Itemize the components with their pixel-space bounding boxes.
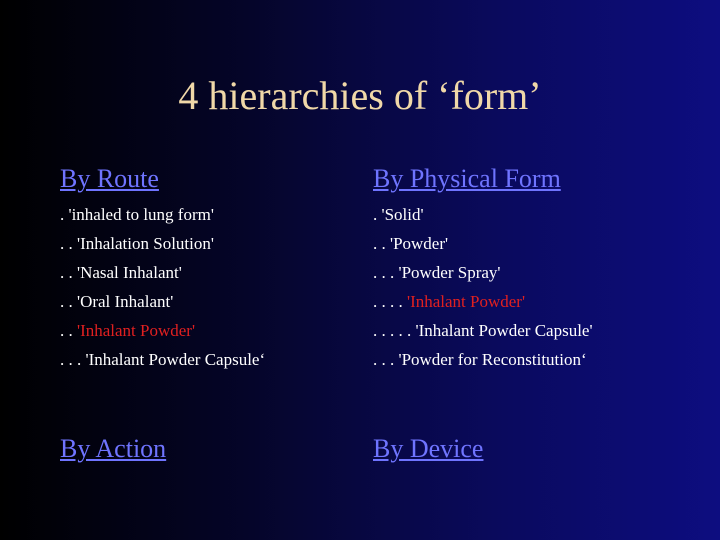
- route-hierarchy-list: [60, 200, 265, 374]
- physical-form-hierarchy-list: [373, 200, 593, 374]
- list-item: [373, 200, 593, 229]
- slide-title: 4 hierarchies of ‘form’: [178, 73, 542, 118]
- route-column: [60, 162, 265, 374]
- list-item: [60, 316, 265, 345]
- item-highlight: 'Inhalant Powder': [77, 321, 196, 340]
- item-text: . . 'Powder': [373, 234, 449, 253]
- list-item: [373, 258, 593, 287]
- by-device-heading[interactable]: By Device: [373, 434, 484, 463]
- item-text: . . . 'Powder for Reconstitution‘: [373, 350, 587, 369]
- list-item: [60, 258, 265, 287]
- device-section: [373, 432, 483, 470]
- list-item: [373, 229, 593, 258]
- item-text: . 'Solid': [373, 205, 424, 224]
- item-text: . . . . . 'Inhalant Powder Capsule': [373, 321, 593, 340]
- item-highlight: 'Inhalant Powder': [407, 292, 526, 311]
- item-text: . .: [60, 321, 77, 340]
- action-section: [60, 432, 166, 470]
- list-item: [60, 200, 265, 229]
- item-text: . 'inhaled to lung form': [60, 205, 214, 224]
- list-item: [60, 229, 265, 258]
- list-item: [373, 287, 593, 316]
- physical-form-column: [373, 162, 593, 374]
- item-text: . . 'Oral Inhalant': [60, 292, 174, 311]
- by-route-heading[interactable]: By Route: [60, 164, 159, 193]
- list-item: [373, 316, 593, 345]
- item-text: . . . 'Powder Spray': [373, 263, 501, 282]
- item-text: . . . 'Inhalant Powder Capsule‘: [60, 350, 266, 369]
- list-item: [373, 345, 593, 374]
- by-physical-form-heading[interactable]: By Physical Form: [373, 164, 561, 193]
- by-action-heading[interactable]: By Action: [60, 434, 167, 463]
- list-item: [60, 287, 265, 316]
- item-text: . . . .: [373, 292, 407, 311]
- item-text: . . 'Inhalation Solution': [60, 234, 214, 253]
- item-text: . . 'Nasal Inhalant': [60, 263, 182, 282]
- list-item: [60, 345, 265, 374]
